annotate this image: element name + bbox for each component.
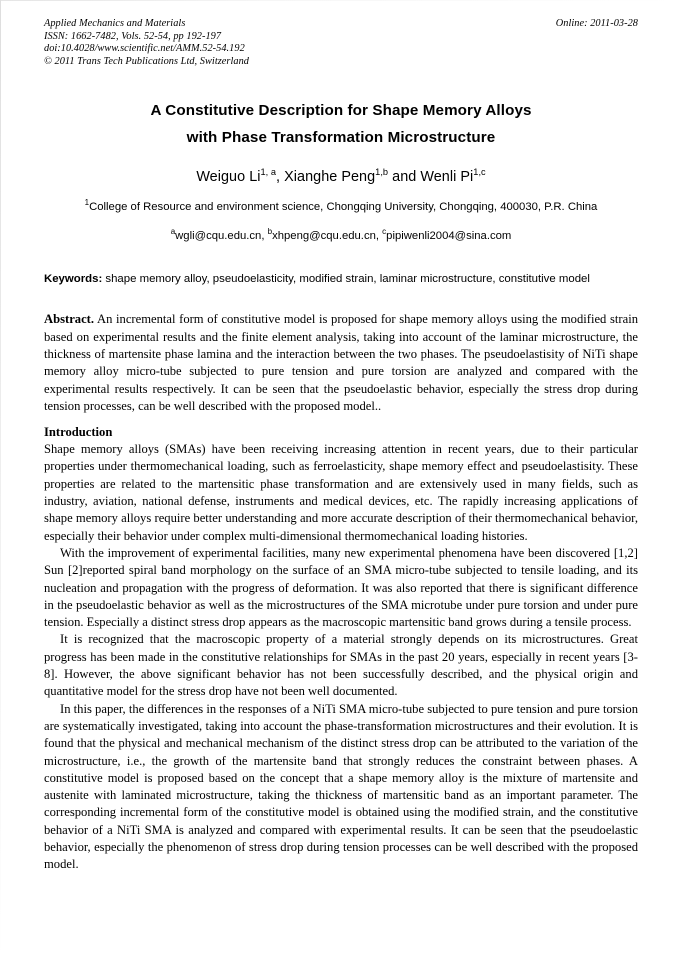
- author-1-name: Weiguo Li: [196, 169, 261, 186]
- author-1-affiliation-marker: 1, a: [260, 167, 277, 178]
- journal-doi: doi:10.4028/www.scientific.net/AMM.52-54.192: [44, 43, 245, 55]
- author-emails: [44, 228, 638, 244]
- author-separator-2: and: [388, 169, 421, 186]
- online-date: Online: 2011-03-28: [555, 18, 638, 29]
- keywords-section: [44, 271, 638, 288]
- journal-name: Applied Mechanics and Materials: [44, 18, 186, 29]
- author-separator-1: ,: [276, 169, 285, 186]
- email-address-b: xhpeng@cqu.edu.cn,: [272, 229, 383, 242]
- journal-header: [44, 18, 638, 68]
- keywords-label: Keywords:: [44, 272, 103, 285]
- author-2-name: Xianghe Peng: [284, 169, 376, 186]
- title-line-2: with Phase Transformation Microstructure: [186, 128, 496, 146]
- author-2-affiliation-marker: 1,b: [375, 167, 389, 178]
- introduction-paragraph-3: It is recognized that the macroscopic property of a material strongly depends on its microstructures. Great progress has been made in the constitutive relationships for SMAs in the past 20 years, especially in recent years [3-8]. However, the above significant behavior has not been successfully described, and the physical origin and quantitative model for the stress drop have not been well documented.: [44, 632, 638, 699]
- email-marker-b: b: [267, 227, 273, 237]
- email-marker-a: a: [170, 227, 176, 237]
- email-address-a: wgli@cqu.edu.cn,: [175, 229, 268, 242]
- affiliation-text: College of Resource and environment science, Chongqing University, Chongqing, 400030, P.R. China: [89, 201, 598, 214]
- journal-issn: ISSN: 1662-7482, Vols. 52-54, pp 192-197: [44, 30, 222, 42]
- introduction-paragraph-1: Shape memory alloys (SMAs) have been receiving increasing attention in recent years, due to their particular properties under thermomechanical loading, such as ferroelasticity, shape memory effect and pseudoelastisity. These properties are related to the martensitic phase transformation and are extensively used in many fields, such as industry, aviation, national defense, instruments and medical devices, etc. The rapidly increasing applications of shape memory alloys require better understanding and more accurate description of their thermomechanical behavior, especially their behavior under complex multi-dimensional thermomechanical loading histories.: [44, 442, 638, 543]
- affiliation: [44, 199, 638, 217]
- author-list: [44, 168, 638, 186]
- abstract-label: Abstract.: [44, 312, 95, 327]
- section-heading-introduction: Introduction: [44, 425, 113, 440]
- author-3-name: Wenli Pi: [420, 169, 474, 186]
- journal-copyright: © 2011 Trans Tech Publications Ltd, Switzerland: [44, 55, 249, 67]
- introduction-paragraph-2: With the improvement of experimental facilities, many new experimental phenomena have been discovered [1,2] Sun [2]reported spiral band morphology on the surface of an SMA micro-tube subjected to tensile loading, and its nucleation and propagation with the progress of deformation. It was also reported that there is significant difference in the pseudoelastic behavior as well as the microstructures of the SMA microtube under pure torsion and under pure tension. Especially a distinct stress drop appears as the macroscopic martensitic band grows during a tensile process.: [44, 545, 638, 630]
- email-address-c: pipiwenli2004@sina.com: [386, 229, 512, 242]
- keywords-text: shape memory alloy, pseudoelasticity, modified strain, laminar microstructure, constitutive model: [102, 272, 590, 285]
- introduction-paragraph-4: In this paper, the differences in the responses of a NiTi SMA micro-tube subjected to pure tension and pure torsion are systematically investigated, taking into account the phase-transformation microstructures and their evolution. It is found that the physical and mechanical mechanism of the distinct stress drop can be attributed to the variation of the microstructure, i.e., the growth of the martensite band that strongly reduces the constraint between phases. A constitutive model is proposed based on the concept that a shape memory alloy is the mixture of martensite and austenite with laminated microstructure, taking the thickness of martensitic band as an important parameter. The corresponding incremental form of the constitutive model is obtained using the modified strain, and the constitutive behavior of a NiTi SMA is analyzed and compared with experimental results. It can be seen that the pseudoelastic behavior, especially the phenomenon of stress drop during tension processes can be well described with the proposed model.: [44, 701, 638, 872]
- page-title: [44, 98, 638, 151]
- affiliation-marker: 1: [84, 198, 90, 208]
- email-marker-c: c: [382, 227, 387, 237]
- abstract-text: An incremental form of constitutive model is proposed for shape memory alloys using the modified strain based on experimental results and the finite element analysis, taking into account of the laminar microstructure, the thickness of martensite phase lamina and the interaction between the two phases. The pseudoelastisity of NiTi shape memory alloy micro-tube subjected to pure tension and pure torsion are analyzed and compared with the experimental results respectively. It can be seen that the pseudoelastic behavior, especially the stress drop during tension processes, can be well described with the proposed model..: [44, 312, 638, 413]
- abstract-section: [44, 311, 638, 415]
- title-line-1: A Constitutive Description for Shape Memory Alloys: [150, 102, 532, 120]
- author-3-affiliation-marker: 1,c: [473, 167, 486, 178]
